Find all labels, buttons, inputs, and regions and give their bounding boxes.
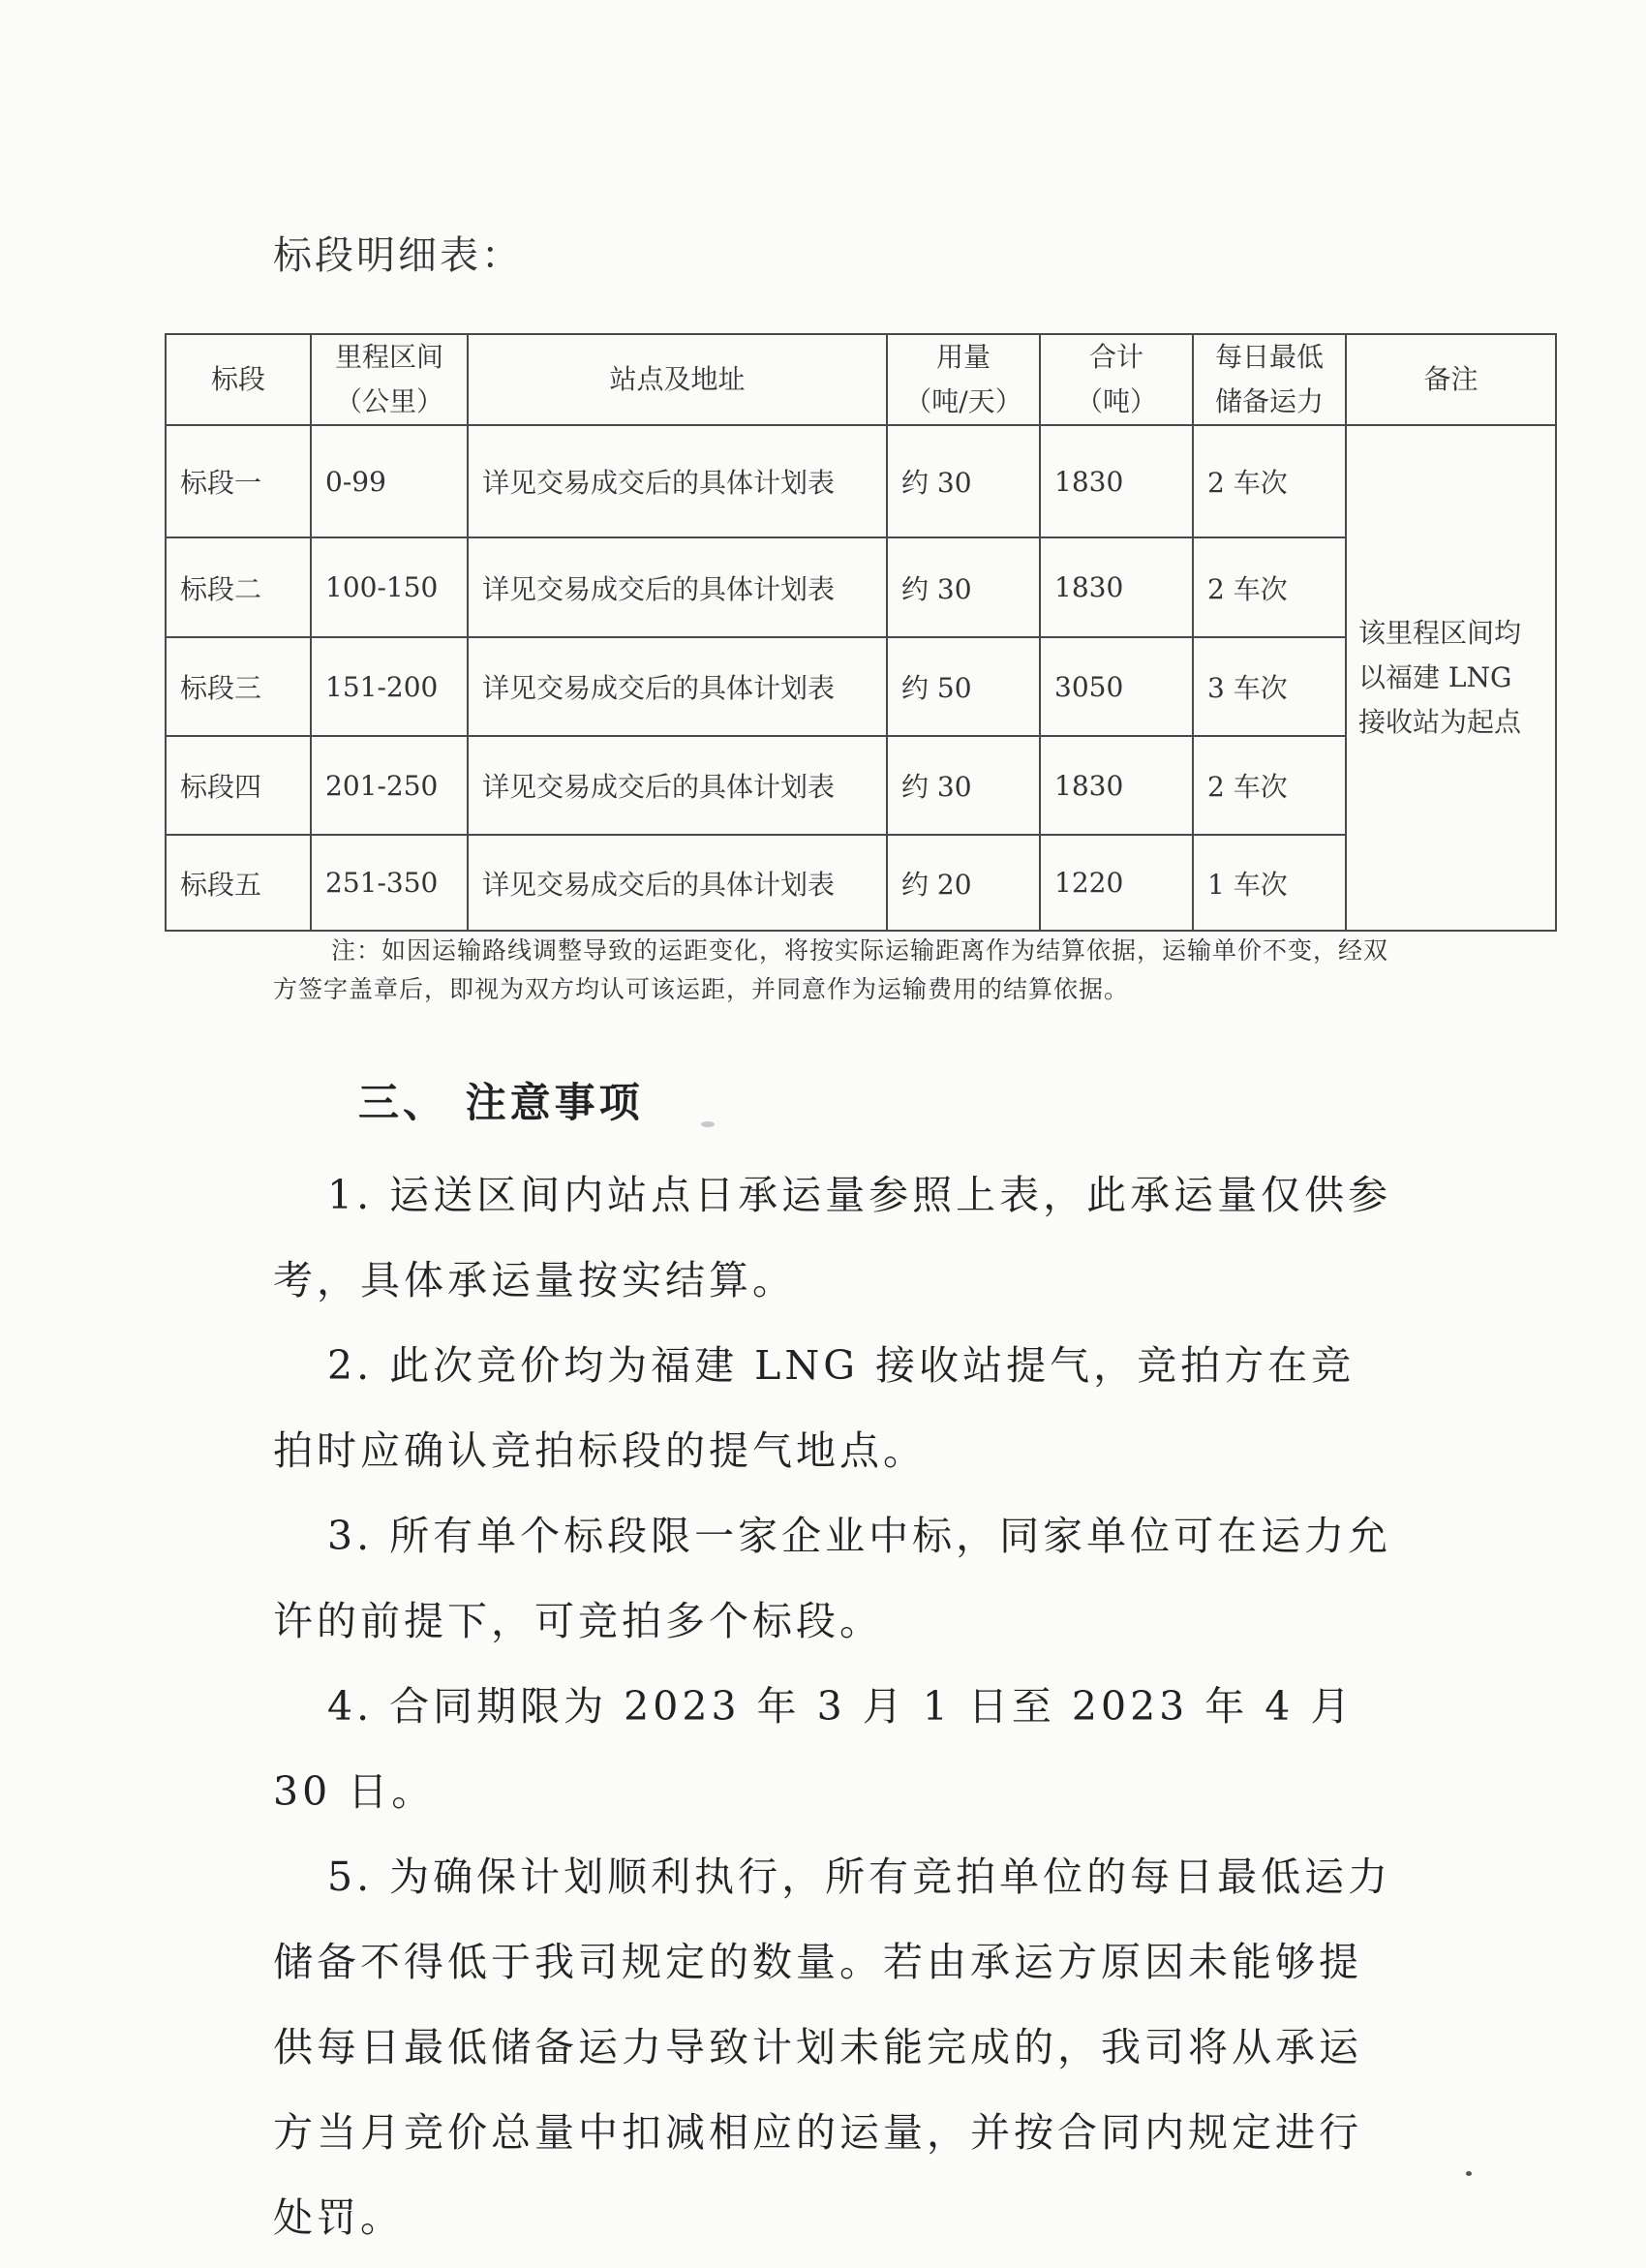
cell-site: 详见交易成交后的具体计划表 [468, 736, 887, 835]
notice-list [273, 1152, 1396, 2260]
notice-item: 3. 所有单个标段限一家企业中标，同家单位可在运力允许的前提下，可竞拍多个标段。 [273, 1513, 1392, 1644]
cell-total: 1830 [1040, 736, 1193, 835]
header-remark: 备注 [1346, 334, 1556, 425]
cell-total: 1830 [1040, 537, 1193, 637]
cell-lot: 标段二 [166, 537, 311, 637]
cell-usage: 约 30 [887, 425, 1040, 537]
header-total: 合计 （吨） [1040, 334, 1193, 425]
cell-range: 100-150 [311, 537, 468, 637]
cell-capacity: 2 车次 [1193, 425, 1346, 537]
cell-lot: 标段三 [166, 637, 311, 736]
cell-site: 详见交易成交后的具体计划表 [468, 425, 887, 537]
cell-total: 3050 [1040, 637, 1193, 736]
cell-lot: 标段四 [166, 736, 311, 835]
header-usage: 用量 （吨/天） [887, 334, 1040, 425]
cell-capacity: 3 车次 [1193, 637, 1346, 736]
cell-capacity: 2 车次 [1193, 736, 1346, 835]
header-range: 里程区间 （公里） [311, 334, 468, 425]
notice-item: 5. 为确保计划顺利执行，所有竞拍单位的每日最低运力储备不得低于我司规定的数量。若由承运方原因未能够提供每日最低储备运力导致计划未能完成的，我司将从承运方当月竞价总量中扣减相应的运量，并按合同内规定进行处罚。 [273, 1854, 1392, 2241]
cell-range: 251-350 [311, 835, 468, 931]
header-capacity: 每日最低 储备运力 [1193, 334, 1346, 425]
cell-usage: 约 50 [887, 637, 1040, 736]
section-heading: 三、 注意事项 [358, 1079, 644, 1126]
cell-total: 1220 [1040, 835, 1193, 931]
header-site: 站点及地址 [468, 334, 887, 425]
notice-item: 2. 此次竞价均为福建 LNG 接收站提气，竞拍方在竞拍时应确认竞拍标段的提气地点。 [273, 1342, 1356, 1474]
table-footnote: 注：如因运输路线调整导致的运距变化，将按实际运输距离作为结算依据，运输单价不变，经双方签字盖章后，即视为双方均认可该运距，并同意作为运输费用的结算依据。 [273, 936, 1389, 1003]
cell-range: 151-200 [311, 637, 468, 736]
cell-usage: 约 30 [887, 537, 1040, 637]
cell-site: 详见交易成交后的具体计划表 [468, 637, 887, 736]
table-header-row [166, 334, 1556, 425]
table-title: 标段明细表： [273, 233, 523, 278]
cell-usage: 约 30 [887, 736, 1040, 835]
cell-usage: 约 20 [887, 835, 1040, 931]
cell-site: 详见交易成交后的具体计划表 [468, 835, 887, 931]
table-row [166, 425, 1556, 537]
cell-total: 1830 [1040, 425, 1193, 537]
cell-lot: 标段一 [166, 425, 311, 537]
cell-range: 0-99 [311, 425, 468, 537]
cell-capacity: 2 车次 [1193, 537, 1346, 637]
scan-speck [1466, 2171, 1472, 2176]
cell-range: 201-250 [311, 736, 468, 835]
cell-capacity: 1 车次 [1193, 835, 1346, 931]
notice-item: 1. 运送区间内站点日承运量参照上表，此承运量仅供参考，具体承运量按实结算。 [273, 1172, 1392, 1303]
header-lot: 标段 [166, 334, 311, 425]
lot-details-table [165, 333, 1557, 932]
cell-site: 详见交易成交后的具体计划表 [468, 537, 887, 637]
scan-speck [701, 1121, 715, 1127]
notice-item: 4. 合同期限为 2023 年 3 月 1 日至 2023 年 4 月 30 日。 [273, 1683, 1355, 1815]
cell-lot: 标段五 [166, 835, 311, 931]
cell-remark: 该里程区间均以福建 LNG 接收站为起点 [1346, 425, 1556, 931]
